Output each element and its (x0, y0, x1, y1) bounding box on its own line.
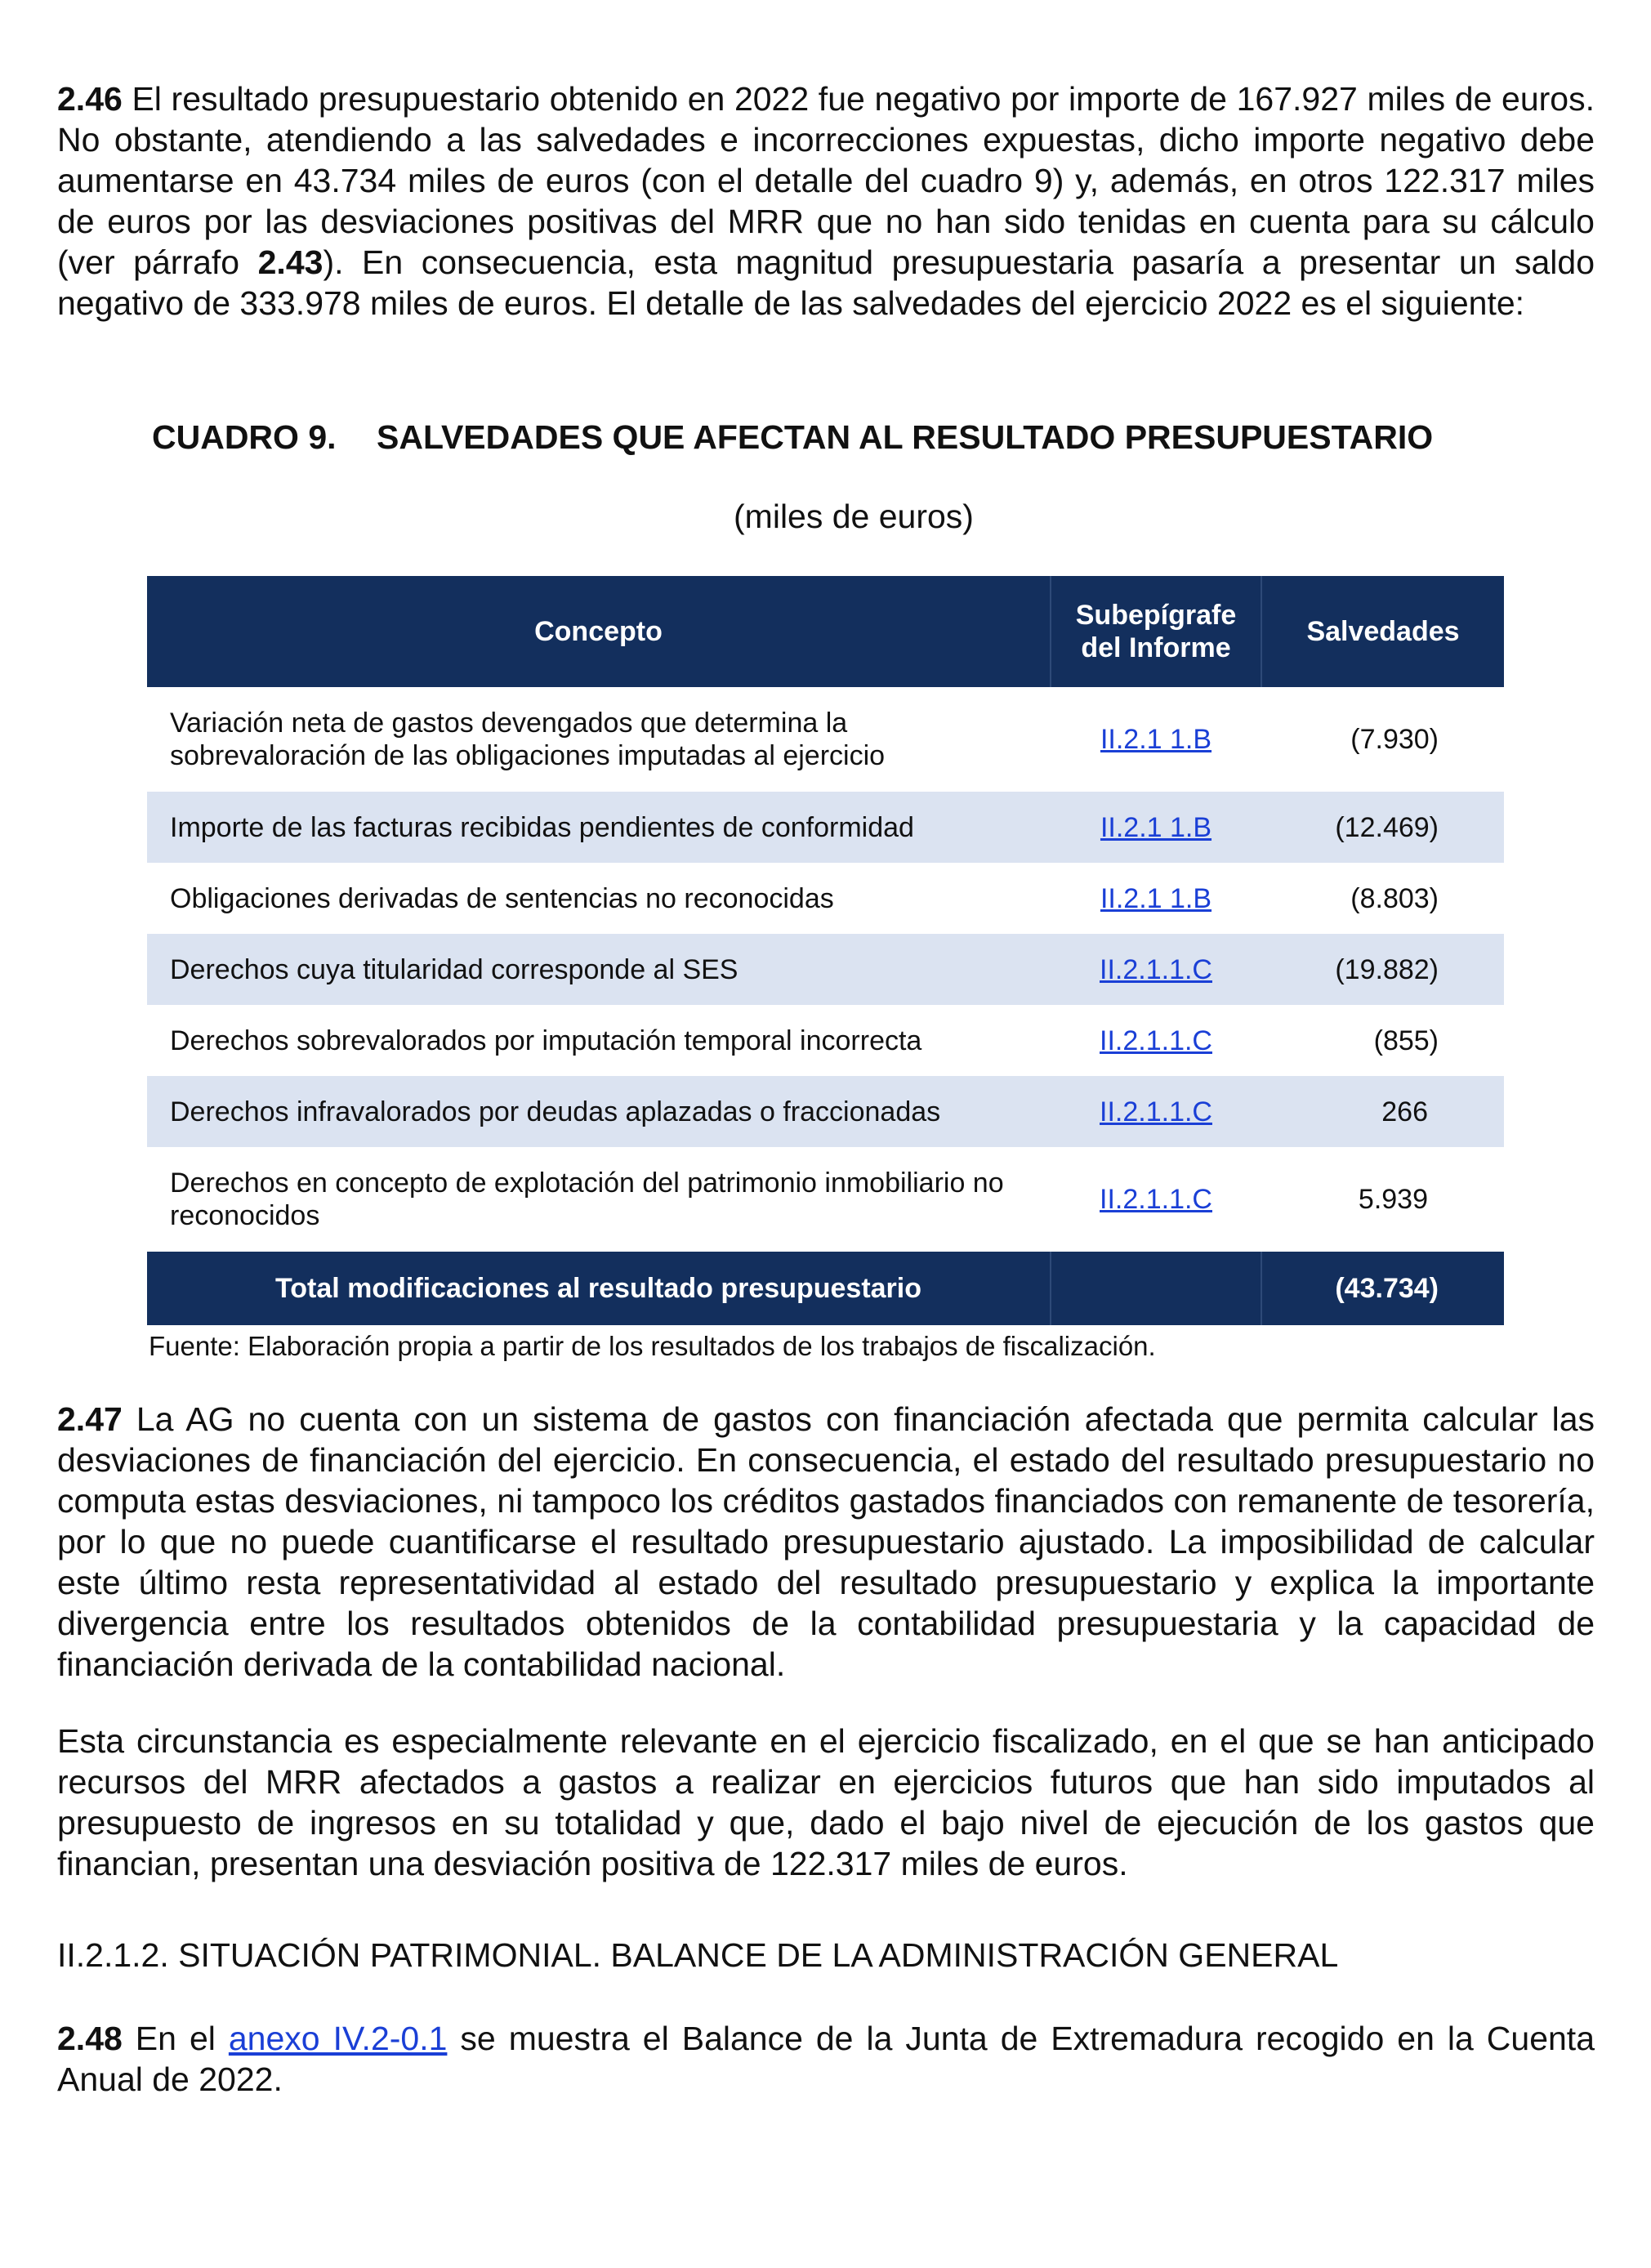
row-concepto: Importe de las facturas recibidas pendientes de conformidad (147, 792, 1051, 863)
row-concepto: Variación neta de gastos devengados que determina la sobrevaloración de las obligaciones imputadas al ejercicio (170, 708, 886, 771)
table-total-row (147, 1252, 1504, 1325)
annex-link[interactable]: anexo IV.2-0.1 (228, 2020, 448, 2057)
paragraph-number: 2.46 (57, 80, 123, 118)
paragraph-reference: 2.43 (257, 243, 324, 281)
paragraph-number: 2.48 (57, 2020, 123, 2057)
table-header-row (147, 576, 1504, 687)
row-ref-link[interactable]: II.2.1.1.C (1100, 1184, 1212, 1215)
paragraph-text: ). En consecuencia, esta magnitud presupuestaria pasaría a presentar un saldo negativo de 333.978 miles de euros. El detalle de las salvedades del ejercicio 2022 es el siguiente: (57, 243, 1595, 322)
paragraph-2-46 (57, 78, 1595, 324)
header-subepigrafe: Subepígrafe del Informe (1051, 576, 1261, 687)
total-label: Total modificaciones al resultado presupuestario (147, 1252, 1051, 1325)
table-source: Fuente: Elaboración propia a partir de los resultados de los trabajos de fiscalización. (149, 1331, 1156, 1361)
table-row (147, 934, 1504, 1005)
table-row (147, 863, 1504, 934)
table-row (147, 1076, 1504, 1147)
row-concepto: Derechos infravalorados por deudas aplazadas o fraccionadas (147, 1076, 1051, 1147)
paragraph-text: En el (122, 2020, 229, 2057)
table-row (147, 1147, 1504, 1252)
paragraph-2-47-continued: Esta circunstancia es especialmente relevante en el ejercicio fiscalizado, en el que se han anticipado recursos del MRR afectados a gastos a realizar en ejercicios futuros que han sido imputados al presupuesto de ingresos en su totalidad y que, dado el bajo nivel de ejecución de los gastos que financian, presentan una desviación positiva de 122.317 miles de euros. (57, 1722, 1595, 1882)
table-title-text: SALVEDADES QUE AFECTAN AL RESULTADO PRESUPUESTARIO (377, 418, 1434, 456)
paragraph-number: 2.47 (57, 1400, 123, 1438)
row-value: (8.803) (1350, 882, 1439, 914)
header-salvedades: Salvedades (1261, 576, 1504, 687)
paragraph-text: El resultado presupuestario obtenido en 2022 fue negativo por importe de 167.927 miles de euros. No obstante, atendiendo a las salvedades e incorrecciones expuestas, dicho importe negativo debe aumentarse en 43.734 miles de euros (con el detalle del cuadro 9) y, además, en otros 122.317 miles de euros por las desviaciones positivas del MRR que no han sido tenidas en cuenta para su cálculo (ver párrafo (57, 80, 1595, 281)
row-concepto: Obligaciones derivadas de sentencias no reconocidas (170, 882, 834, 914)
row-ref-link[interactable]: II.2.1 1.B (1100, 724, 1212, 755)
table-title (152, 417, 1541, 458)
row-ref-link[interactable]: II.2.1 1.B (1100, 811, 1212, 843)
table-units: (miles de euros) (734, 498, 974, 535)
row-ref-link[interactable]: II.2.1.1.C (1100, 1096, 1212, 1127)
row-value: (7.930) (1350, 724, 1439, 755)
paragraph-2-47 (57, 1399, 1595, 1685)
table-row (147, 792, 1504, 863)
salvedades-table (147, 576, 1504, 1325)
header-concepto: Concepto (147, 576, 1051, 687)
row-ref-link[interactable]: II.2.1.1.C (1100, 1025, 1212, 1056)
table-row (147, 1005, 1504, 1076)
total-empty-cell (1051, 1252, 1261, 1325)
row-concepto: Derechos en concepto de explotación del patrimonio inmobiliario no reconocidos (170, 1167, 1004, 1231)
row-value: (12.469) (1261, 792, 1504, 863)
section-heading: II.2.1.2. SITUACIÓN PATRIMONIAL. BALANCE DE LA ADMINISTRACIÓN GENERAL (57, 1936, 1339, 1974)
table-row (147, 687, 1504, 792)
row-concepto: Derechos sobrevalorados por imputación temporal incorrecta (170, 1025, 922, 1056)
row-ref-link[interactable]: II.2.1 1.B (1100, 882, 1212, 914)
paragraph-text: La AG no cuenta con un sistema de gastos con financiación afectada que permita calcular las desviaciones de financiación del ejercicio. En consecuencia, el estado del resultado presupuestario no computa estas desviaciones, ni tampoco los créditos gastados financiados con remanente de tesorería, por lo que no puede cuantificarse el resultado presupuestario ajustado. La imposibilidad de calcular este último resta representatividad al estado del resultado presupuestario y explica la importante divergencia entre los resultados obtenidos de la contabilidad presupuestaria y la capacidad de financiación derivada de la contabilidad nacional. (57, 1400, 1595, 1683)
paragraph-text: se muestra el Balance de la Junta de Extremadura recogido en la Cuenta Anual de 2022. (57, 2020, 1595, 2098)
row-value: 5.939 (1358, 1184, 1428, 1215)
row-concepto: Derechos cuya titularidad corresponde al SES (147, 934, 1051, 1005)
row-value: (19.882) (1261, 934, 1504, 1005)
total-value: (43.734) (1261, 1252, 1504, 1325)
row-value: 266 (1261, 1076, 1504, 1147)
paragraph-2-48 (57, 2018, 1595, 2100)
row-value: (855) (1373, 1025, 1439, 1056)
table-number: CUADRO 9. (152, 418, 337, 456)
row-ref-link[interactable]: II.2.1.1.C (1100, 953, 1212, 985)
